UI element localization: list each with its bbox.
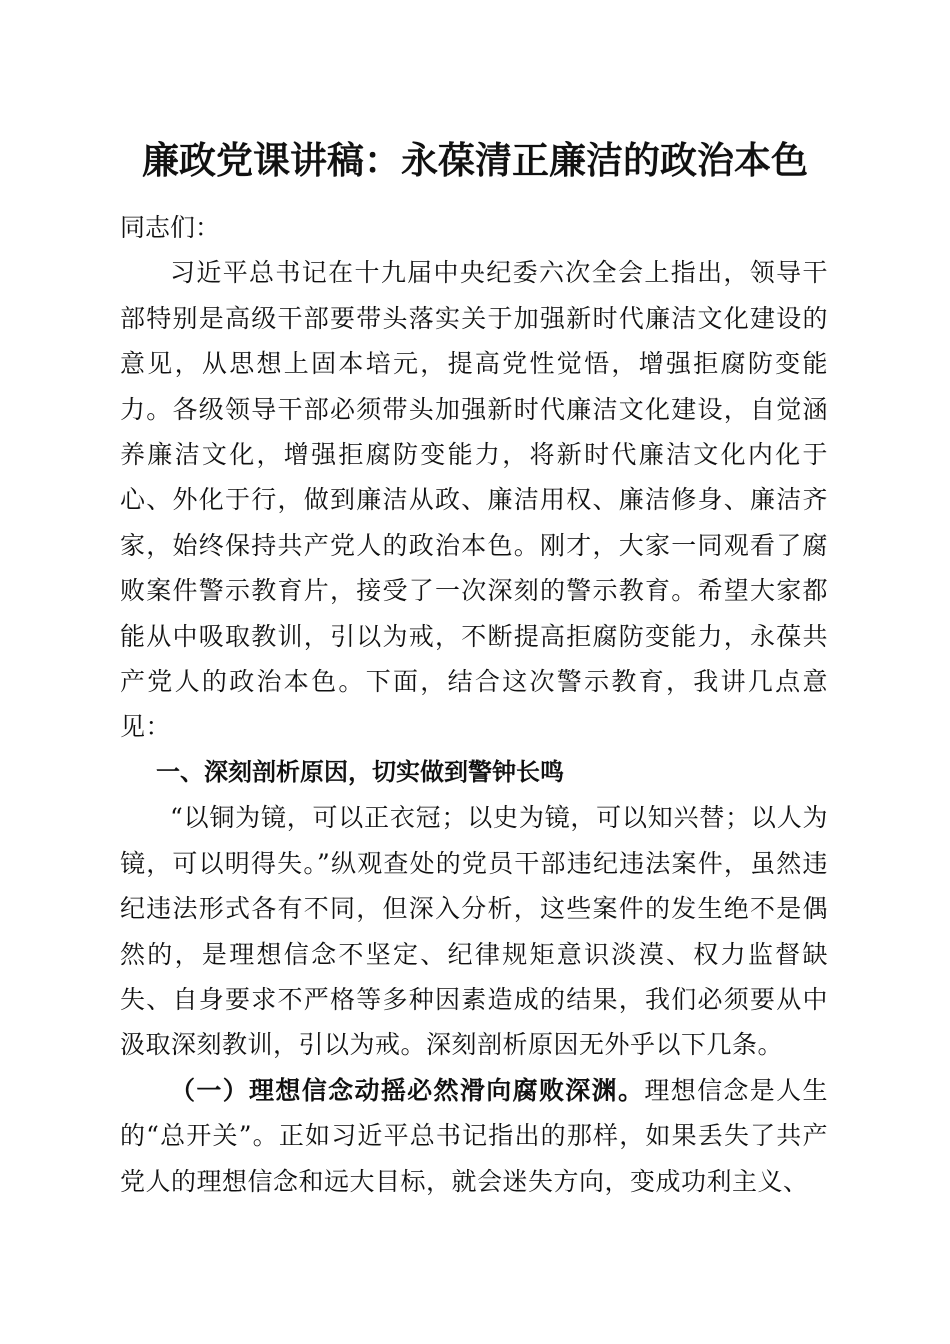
document-body	[120, 205, 828, 1204]
section-1-paragraph: “以铜为镜，可以正衣冠；以史为镜，可以知兴替；以人为镜，可以明得失。”纵观查处的党员干部违纪违法案件，虽然违纪违法形式各有不同，但深入分析，这些案件的发生绝不是偶然的，是理想信念不坚定、纪律规矩意识淡漠、权力监督缺失、自身要求不严格等多种因素造成的结果，我们必须要从中汲取深刻教训，引以为戒。深刻剖析原因无外乎以下几条。	[120, 803, 828, 1060]
salutation: 同志们：	[120, 213, 221, 242]
intro-paragraph: 习近平总书记在十九届中央纪委六次全会上指出，领导干部特别是高级干部要带头落实关于加强新时代廉洁文化建设的意见，从思想上固本培元，提高党性觉悟，增强拒腐防变能力。各级领导干部必须带头加强新时代廉洁文化建设，自觉涵养廉洁文化，增强拒腐防变能力，将新时代廉洁文化内化于心、外化于行，做到廉洁从政、廉洁用权、廉洁修身、廉洁齐家，始终保持共产党人的政治本色。刚才，大家一同观看了腐败案件警示教育片，接受了一次深刻的警示教育。希望大家都能从中吸取教训，引以为戒，不断提高拒腐防变能力，永葆共产党人的政治本色。下面，结合这次警示教育，我讲几点意见：	[120, 258, 828, 742]
subsection-heading-1: （一）理想信念动摇必然滑向腐败深渊。	[170, 1075, 645, 1105]
subsection-1-paragraph	[120, 1068, 828, 1204]
document-title: 廉政党课讲稿：永葆清正廉洁的政治本色	[142, 138, 808, 182]
section-heading-1: 一、深刻剖析原因，切实做到警钟长鸣	[156, 757, 564, 786]
subsection-1-text: 理想信念是人生的“总开关”。正如习近平总书记指出的那样，如果丢失了共产党人的理想信念和远大目标，就会迷失方向，变成功利主义、	[120, 1075, 828, 1196]
